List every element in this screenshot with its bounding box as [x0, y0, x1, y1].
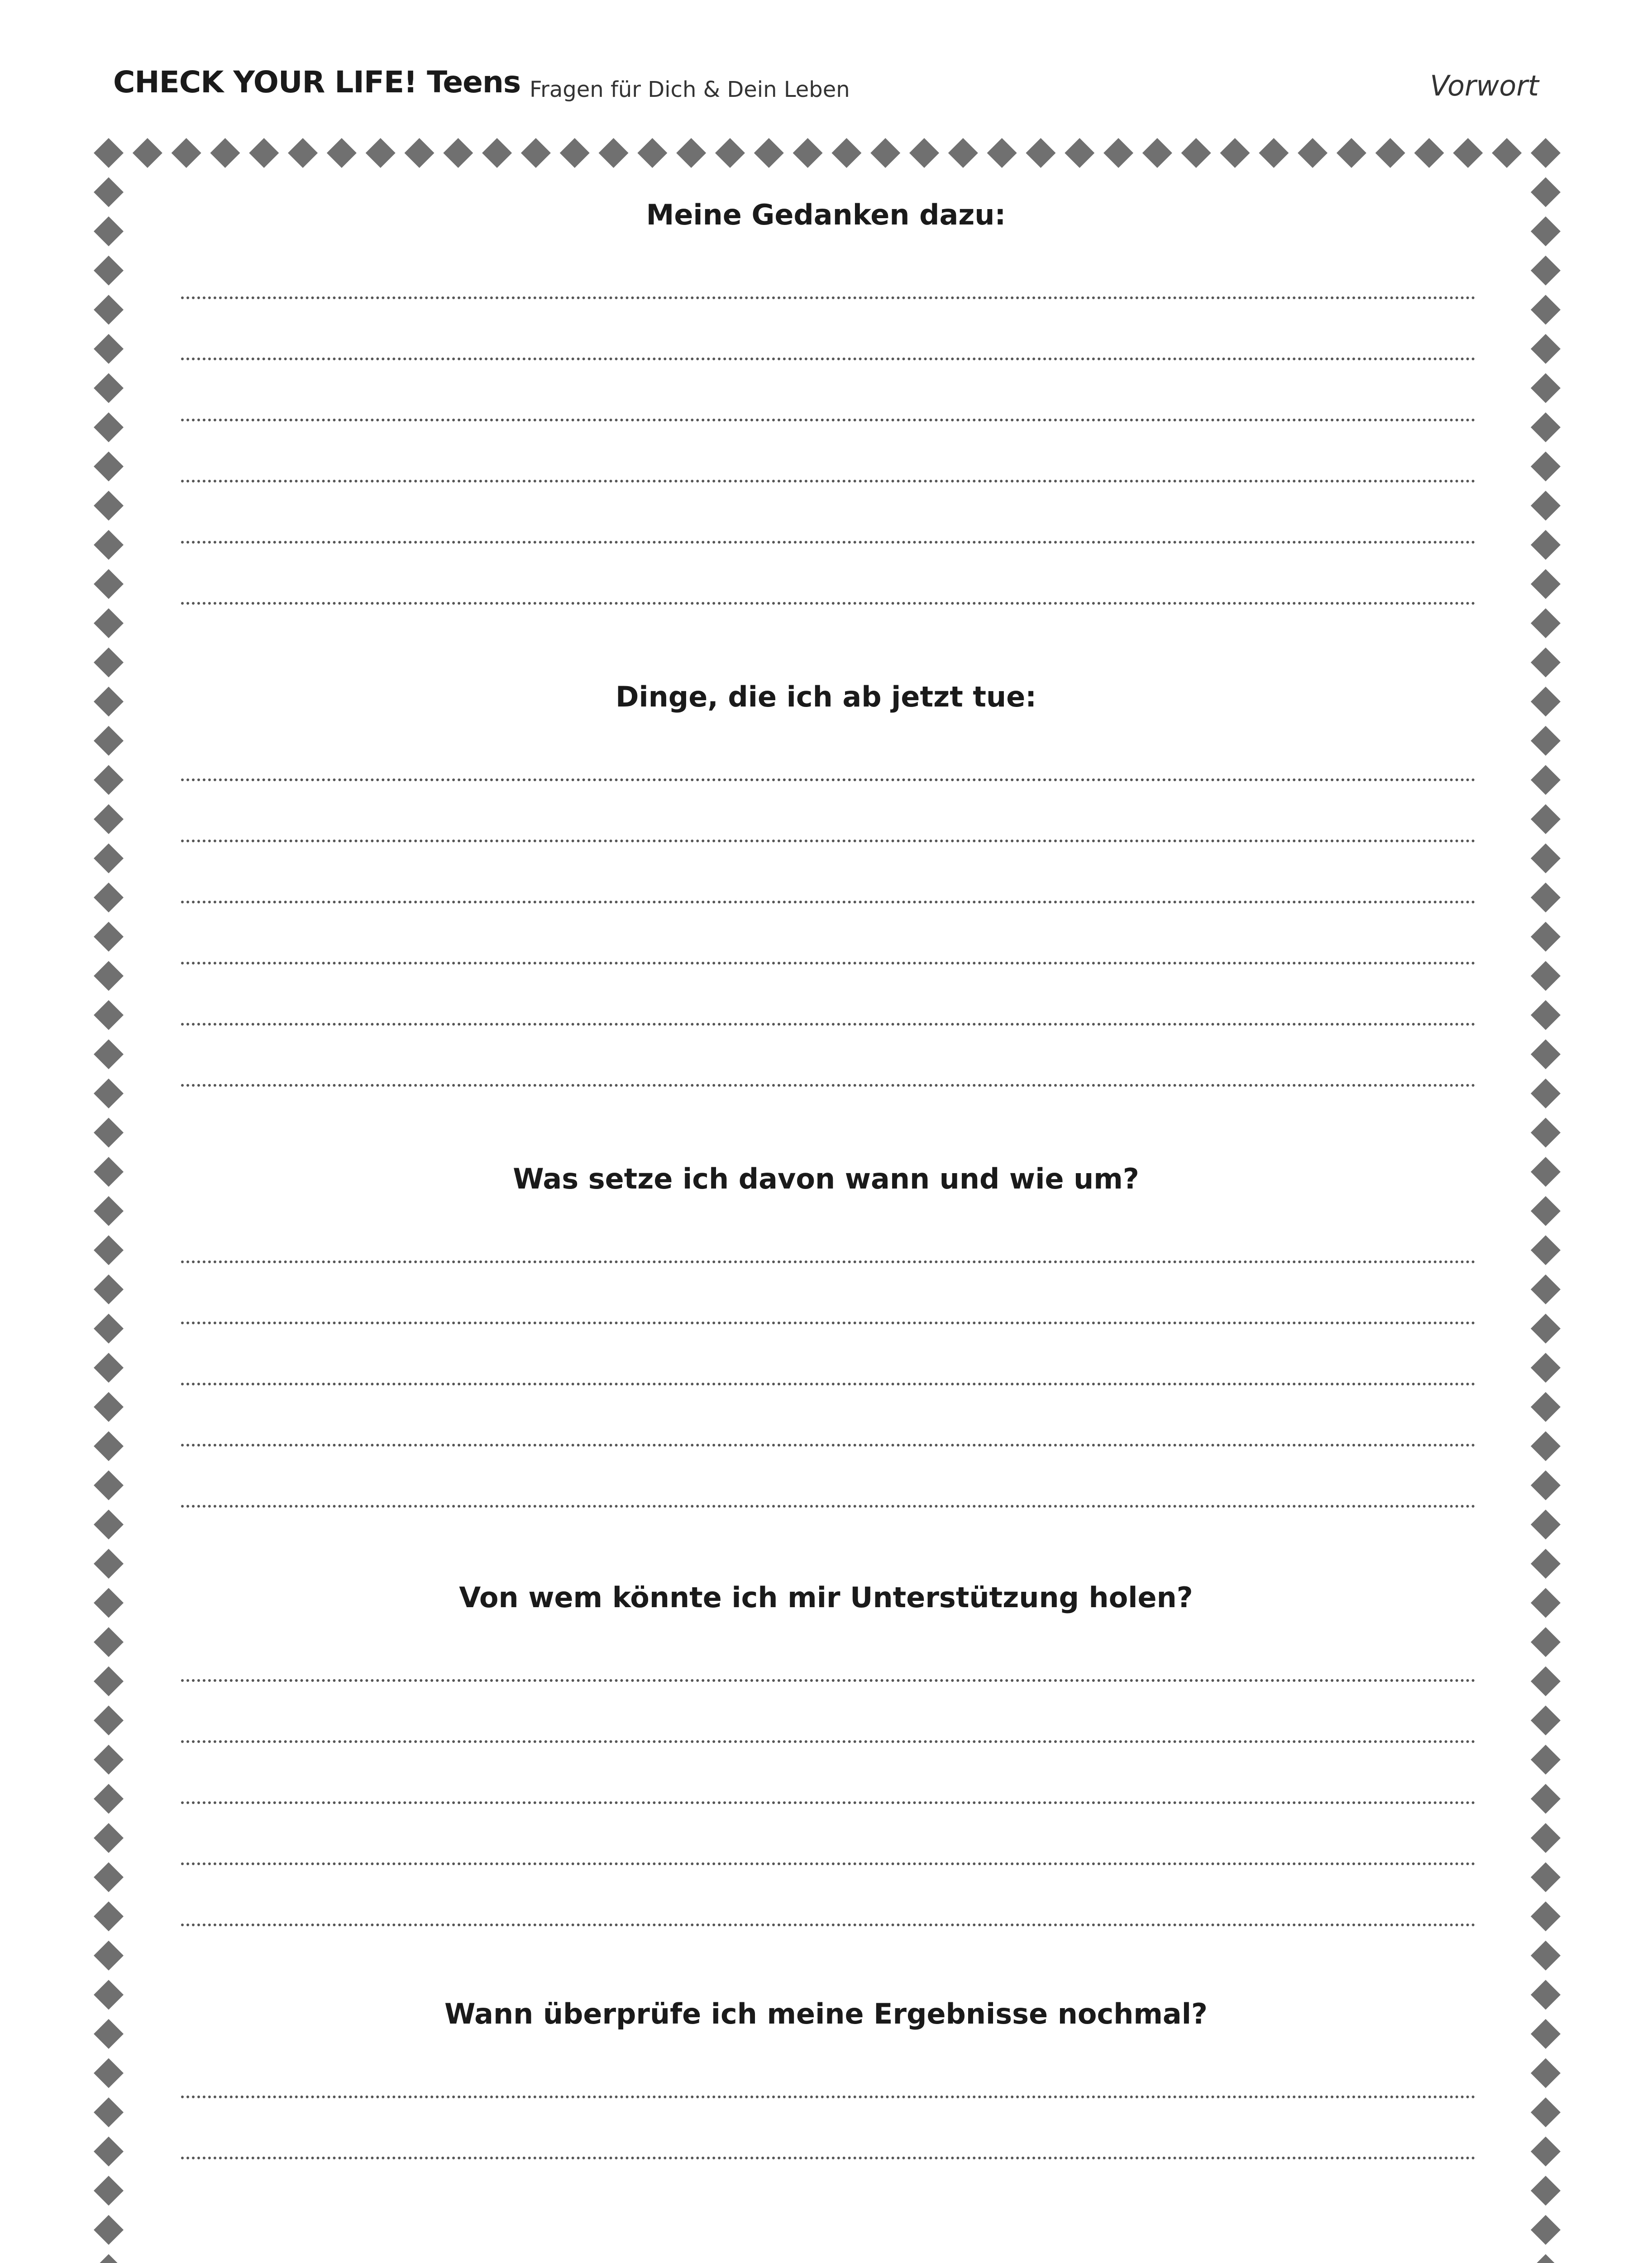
- border-diamond-icon: [1531, 2019, 1561, 2049]
- border-diamond-icon: [94, 726, 124, 756]
- border-diamond-icon: [1531, 1941, 1561, 1971]
- border-diamond-icon: [210, 138, 240, 168]
- border-diamond-icon: [94, 1705, 124, 1735]
- border-diamond-icon: [754, 138, 784, 168]
- border-diamond-icon: [715, 138, 745, 168]
- border-diamond-icon: [94, 1235, 124, 1265]
- border-diamond-icon: [1531, 765, 1561, 795]
- border-diamond-icon: [94, 1431, 124, 1461]
- border-diamond-icon: [1531, 2254, 1561, 2263]
- writing-line[interactable]: [181, 2157, 1475, 2159]
- border-diamond-icon: [1531, 608, 1561, 638]
- writing-line[interactable]: [181, 1444, 1475, 1447]
- border-diamond-icon: [1531, 530, 1561, 560]
- border-diamond-icon: [560, 138, 590, 168]
- border-diamond-icon: [94, 2254, 124, 2263]
- border-diamond-icon: [870, 138, 900, 168]
- border-diamond-icon: [94, 1039, 124, 1069]
- border-diamond-icon: [94, 1862, 124, 1892]
- border-diamond-icon: [94, 1901, 124, 1931]
- border-diamond-icon: [94, 2176, 124, 2206]
- border-diamond-icon: [94, 1588, 124, 1618]
- border-diamond-icon: [94, 1549, 124, 1579]
- border-diamond-icon: [1531, 1627, 1561, 1657]
- border-diamond-icon: [172, 138, 201, 168]
- border-diamond-icon: [94, 1196, 124, 1226]
- border-diamond-icon: [94, 1627, 124, 1657]
- border-diamond-icon: [366, 138, 396, 168]
- chapter-name: Vorwort: [1430, 69, 1539, 102]
- border-diamond-icon: [1531, 961, 1561, 991]
- border-diamond-icon: [94, 334, 124, 364]
- border-diamond-icon: [94, 1353, 124, 1383]
- writing-line[interactable]: [181, 1383, 1475, 1385]
- writing-line[interactable]: [181, 602, 1475, 605]
- border-diamond-icon: [1375, 138, 1405, 168]
- border-diamond-icon: [1531, 1118, 1561, 1148]
- border-diamond-icon: [1531, 2176, 1561, 2206]
- border-diamond-icon: [94, 256, 124, 286]
- border-diamond-icon: [94, 961, 124, 991]
- border-diamond-icon: [288, 138, 318, 168]
- section-heading: Wann überprüfe ich meine Ergebnisse nochmal?: [444, 1997, 1208, 2030]
- border-diamond-icon: [1531, 1353, 1561, 1383]
- border-diamond-icon: [1531, 334, 1561, 364]
- border-diamond-icon: [1531, 922, 1561, 952]
- writing-line[interactable]: [181, 1084, 1475, 1087]
- border-diamond-icon: [1531, 883, 1561, 912]
- border-diamond-icon: [1531, 138, 1561, 168]
- border-diamond-icon: [1531, 1705, 1561, 1735]
- border-diamond-icon: [94, 216, 124, 246]
- border-diamond-icon: [1531, 177, 1561, 207]
- border-diamond-icon: [94, 2058, 124, 2088]
- writing-line[interactable]: [181, 1924, 1475, 1926]
- border-diamond-icon: [94, 452, 124, 482]
- border-diamond-icon: [94, 883, 124, 912]
- border-diamond-icon: [94, 2215, 124, 2245]
- border-diamond-icon: [1531, 1823, 1561, 1853]
- border-diamond-icon: [94, 648, 124, 678]
- border-diamond-icon: [1531, 569, 1561, 599]
- section-heading: Dinge, die ich ab jetzt tue:: [615, 680, 1037, 713]
- border-diamond-icon: [1065, 138, 1094, 168]
- border-diamond-icon: [1531, 1666, 1561, 1696]
- border-diamond-icon: [637, 138, 667, 168]
- section-heading: Was setze ich davon wann und wie um?: [513, 1162, 1139, 1195]
- border-diamond-icon: [94, 373, 124, 403]
- border-diamond-icon: [1531, 1431, 1561, 1461]
- border-diamond-icon: [1531, 1549, 1561, 1579]
- border-diamond-icon: [94, 1666, 124, 1696]
- writing-line[interactable]: [181, 962, 1475, 964]
- border-diamond-icon: [133, 138, 162, 168]
- border-diamond-icon: [1298, 138, 1327, 168]
- border-diamond-icon: [94, 765, 124, 795]
- border-diamond-icon: [1337, 138, 1366, 168]
- border-diamond-icon: [94, 1784, 124, 1814]
- writing-line[interactable]: [181, 1505, 1475, 1508]
- border-diamond-icon: [1531, 1000, 1561, 1030]
- writing-line[interactable]: [181, 1740, 1475, 1743]
- border-diamond-icon: [909, 138, 939, 168]
- border-diamond-icon: [1414, 138, 1444, 168]
- border-diamond-icon: [94, 491, 124, 520]
- border-diamond-icon: [94, 177, 124, 207]
- border-diamond-icon: [793, 138, 823, 168]
- border-diamond-icon: [1531, 843, 1561, 873]
- border-diamond-icon: [94, 1509, 124, 1539]
- border-diamond-icon: [94, 1392, 124, 1422]
- border-diamond-icon: [1531, 1901, 1561, 1931]
- border-diamond-icon: [831, 138, 861, 168]
- section-heading: Von wem könnte ich mir Unterstützung holen?: [459, 1581, 1193, 1614]
- border-diamond-icon: [94, 1079, 124, 1108]
- border-diamond-icon: [94, 2137, 124, 2167]
- border-diamond-icon: [1531, 452, 1561, 482]
- border-diamond-icon: [1453, 138, 1483, 168]
- border-diamond-icon: [94, 569, 124, 599]
- border-diamond-icon: [1531, 1862, 1561, 1892]
- border-diamond-icon: [1103, 138, 1133, 168]
- writing-line[interactable]: [181, 358, 1475, 360]
- border-diamond-icon: [1531, 1392, 1561, 1422]
- border-diamond-icon: [1531, 2137, 1561, 2167]
- border-diamond-icon: [94, 1745, 124, 1775]
- border-diamond-icon: [1531, 726, 1561, 756]
- writing-line[interactable]: [181, 1322, 1475, 1324]
- writing-line[interactable]: [181, 1679, 1475, 1682]
- border-diamond-icon: [1531, 295, 1561, 325]
- border-diamond-icon: [94, 687, 124, 716]
- writing-line[interactable]: [181, 1260, 1475, 1263]
- border-diamond-icon: [1531, 1470, 1561, 1500]
- border-diamond-icon: [1531, 1275, 1561, 1304]
- writing-line[interactable]: [181, 901, 1475, 903]
- border-diamond-icon: [94, 804, 124, 834]
- border-diamond-icon: [1531, 373, 1561, 403]
- writing-line[interactable]: [181, 480, 1475, 482]
- writing-line[interactable]: [181, 840, 1475, 842]
- border-diamond-icon: [1531, 1588, 1561, 1618]
- border-diamond-icon: [1531, 1509, 1561, 1539]
- border-diamond-icon: [94, 608, 124, 638]
- border-diamond-icon: [1531, 1157, 1561, 1187]
- border-diamond-icon: [94, 1118, 124, 1148]
- border-diamond-icon: [94, 2019, 124, 2049]
- border-diamond-icon: [1220, 138, 1250, 168]
- border-diamond-icon: [94, 1313, 124, 1343]
- writing-line[interactable]: [181, 778, 1475, 781]
- border-diamond-icon: [1531, 1039, 1561, 1069]
- border-diamond-icon: [94, 138, 124, 168]
- border-diamond-icon: [249, 138, 279, 168]
- border-diamond-icon: [1259, 138, 1289, 168]
- border-diamond-icon: [94, 1470, 124, 1500]
- border-diamond-icon: [94, 2097, 124, 2127]
- border-diamond-icon: [94, 412, 124, 442]
- border-diamond-icon: [676, 138, 706, 168]
- book-subtitle: Fragen für Dich & Dein Leben: [530, 77, 850, 102]
- border-diamond-icon: [94, 1980, 124, 2010]
- border-diamond-icon: [1531, 1313, 1561, 1343]
- border-diamond-icon: [327, 138, 357, 168]
- border-diamond-icon: [1531, 1235, 1561, 1265]
- border-diamond-icon: [94, 922, 124, 952]
- border-diamond-icon: [1531, 2097, 1561, 2127]
- border-diamond-icon: [1531, 1079, 1561, 1108]
- border-diamond-icon: [1531, 687, 1561, 716]
- writing-line[interactable]: [181, 296, 1475, 299]
- border-diamond-icon: [1531, 256, 1561, 286]
- border-diamond-icon: [1142, 138, 1172, 168]
- writing-line[interactable]: [181, 1023, 1475, 1026]
- section-heading: Meine Gedanken dazu:: [646, 198, 1006, 231]
- border-diamond-icon: [1531, 1784, 1561, 1814]
- book-title: CHECK YOUR LIFE! Teens: [113, 65, 521, 100]
- border-diamond-icon: [94, 295, 124, 325]
- border-diamond-icon: [94, 530, 124, 560]
- border-diamond-icon: [1531, 1745, 1561, 1775]
- border-diamond-icon: [94, 843, 124, 873]
- border-diamond-icon: [94, 1157, 124, 1187]
- border-diamond-icon: [1531, 648, 1561, 678]
- border-diamond-icon: [482, 138, 512, 168]
- border-diamond-icon: [1026, 138, 1055, 168]
- border-diamond-icon: [1531, 804, 1561, 834]
- border-diamond-icon: [521, 138, 551, 168]
- border-diamond-icon: [1531, 1980, 1561, 2010]
- writing-line[interactable]: [181, 2096, 1475, 2098]
- border-diamond-icon: [1531, 491, 1561, 520]
- border-diamond-icon: [987, 138, 1017, 168]
- writing-line[interactable]: [181, 541, 1475, 544]
- border-diamond-icon: [94, 1941, 124, 1971]
- border-diamond-icon: [1531, 1196, 1561, 1226]
- border-diamond-icon: [94, 1823, 124, 1853]
- border-diamond-icon: [599, 138, 629, 168]
- border-diamond-icon: [1531, 216, 1561, 246]
- border-diamond-icon: [94, 1000, 124, 1030]
- border-diamond-icon: [1492, 138, 1522, 168]
- border-diamond-icon: [1531, 2058, 1561, 2088]
- border-diamond-icon: [404, 138, 434, 168]
- border-diamond-icon: [1531, 2215, 1561, 2245]
- writing-line[interactable]: [181, 419, 1475, 421]
- border-diamond-icon: [94, 1275, 124, 1304]
- border-diamond-icon: [443, 138, 473, 168]
- border-diamond-icon: [1531, 412, 1561, 442]
- writing-line[interactable]: [181, 1862, 1475, 1865]
- border-diamond-icon: [1181, 138, 1211, 168]
- writing-line[interactable]: [181, 1801, 1475, 1804]
- border-diamond-icon: [948, 138, 978, 168]
